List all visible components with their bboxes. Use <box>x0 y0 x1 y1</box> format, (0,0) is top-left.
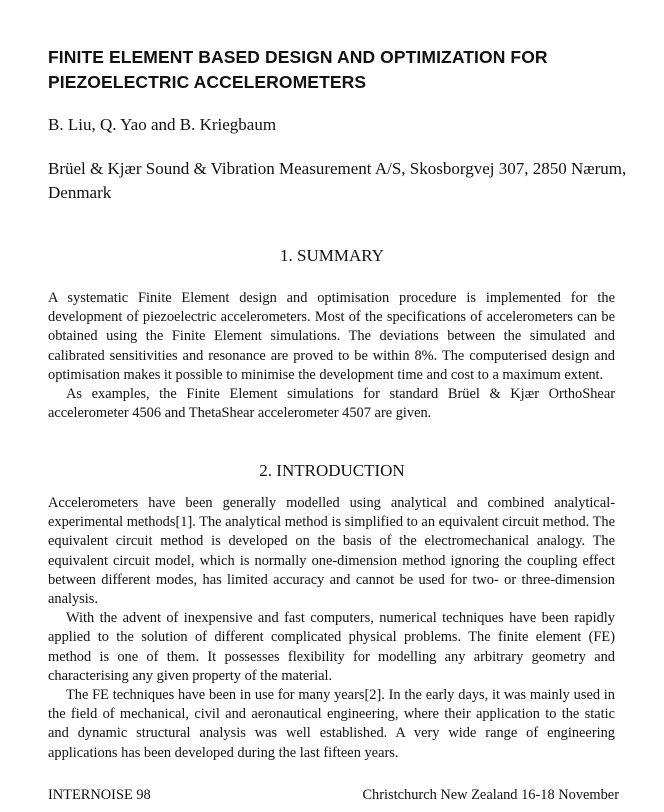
footer-conference: INTERNOISE 98 <box>48 787 151 803</box>
introduction-heading: 2. INTRODUCTION <box>259 461 405 480</box>
summary-paragraph-1: A systematic Finite Element design and optimisation procedure is implemented for the development of piezoelectric accelerometers. Most of the specifications of accelerometers can be obtained using the Finite Element simulations. The deviations between the simulated and calibrated sensitivities and resonance are proved to be within 8%. The computerised design and optimisation makes it possible to minimise the development time and cost to a maximum extent. <box>48 290 615 383</box>
paper-affiliation: Brüel & Kjær Sound & Vibration Measurement A/S, Skosborgvej 307, 2850 Nærum, Denmark <box>48 159 627 202</box>
introduction-paragraph-2: With the advent of inexpensive and fast computers, numerical techniques have been rapidly applied to the solution of different complicated physical problems. The finite element (FE) method is one of them. It possesses flexibility for modelling any arbitrary geometry and characterising any given property of the material. <box>48 610 615 684</box>
summary-heading: 1. SUMMARY <box>280 246 384 265</box>
paper-authors: B. Liu, Q. Yao and B. Kriegbaum <box>48 115 277 134</box>
footer-location-date: Christchurch New Zealand 16-18 November <box>362 787 619 803</box>
summary-paragraph-2: As examples, the Finite Element simulations for standard Brüel & Kjær OrthoShear accelerometer 4506 and ThetaShear accelerometer 4507 are given. <box>48 386 615 422</box>
introduction-paragraph-3: The FE techniques have been in use for many years[2]. In the early days, it was mainly used in the field of mechanical, civil and aeronautical engineering, where their application to the static and dynamic structural analysis was well established. A very wide range of engineering applications has been developed during the last fifteen years. <box>48 687 615 761</box>
paper-title: FINITE ELEMENT BASED DESIGN AND OPTIMIZATION FOR PIEZOELECTRIC ACCELEROMETERS <box>48 47 548 92</box>
introduction-paragraph-1: Accelerometers have been generally modelled using analytical and combined analytical-experimental methods[1]. The analytical method is simplified to an equivalent circuit method. The equivalent circuit method is developed on the basis of the electromechanical analogy. The equivalent circuit model, which is normally one-dimension method ignoring the coupling effect between different modes, has limited accuracy and cannot be used for two- or three-dimension analysis. <box>48 495 615 608</box>
summary-section <box>48 289 615 423</box>
introduction-section <box>48 494 615 763</box>
